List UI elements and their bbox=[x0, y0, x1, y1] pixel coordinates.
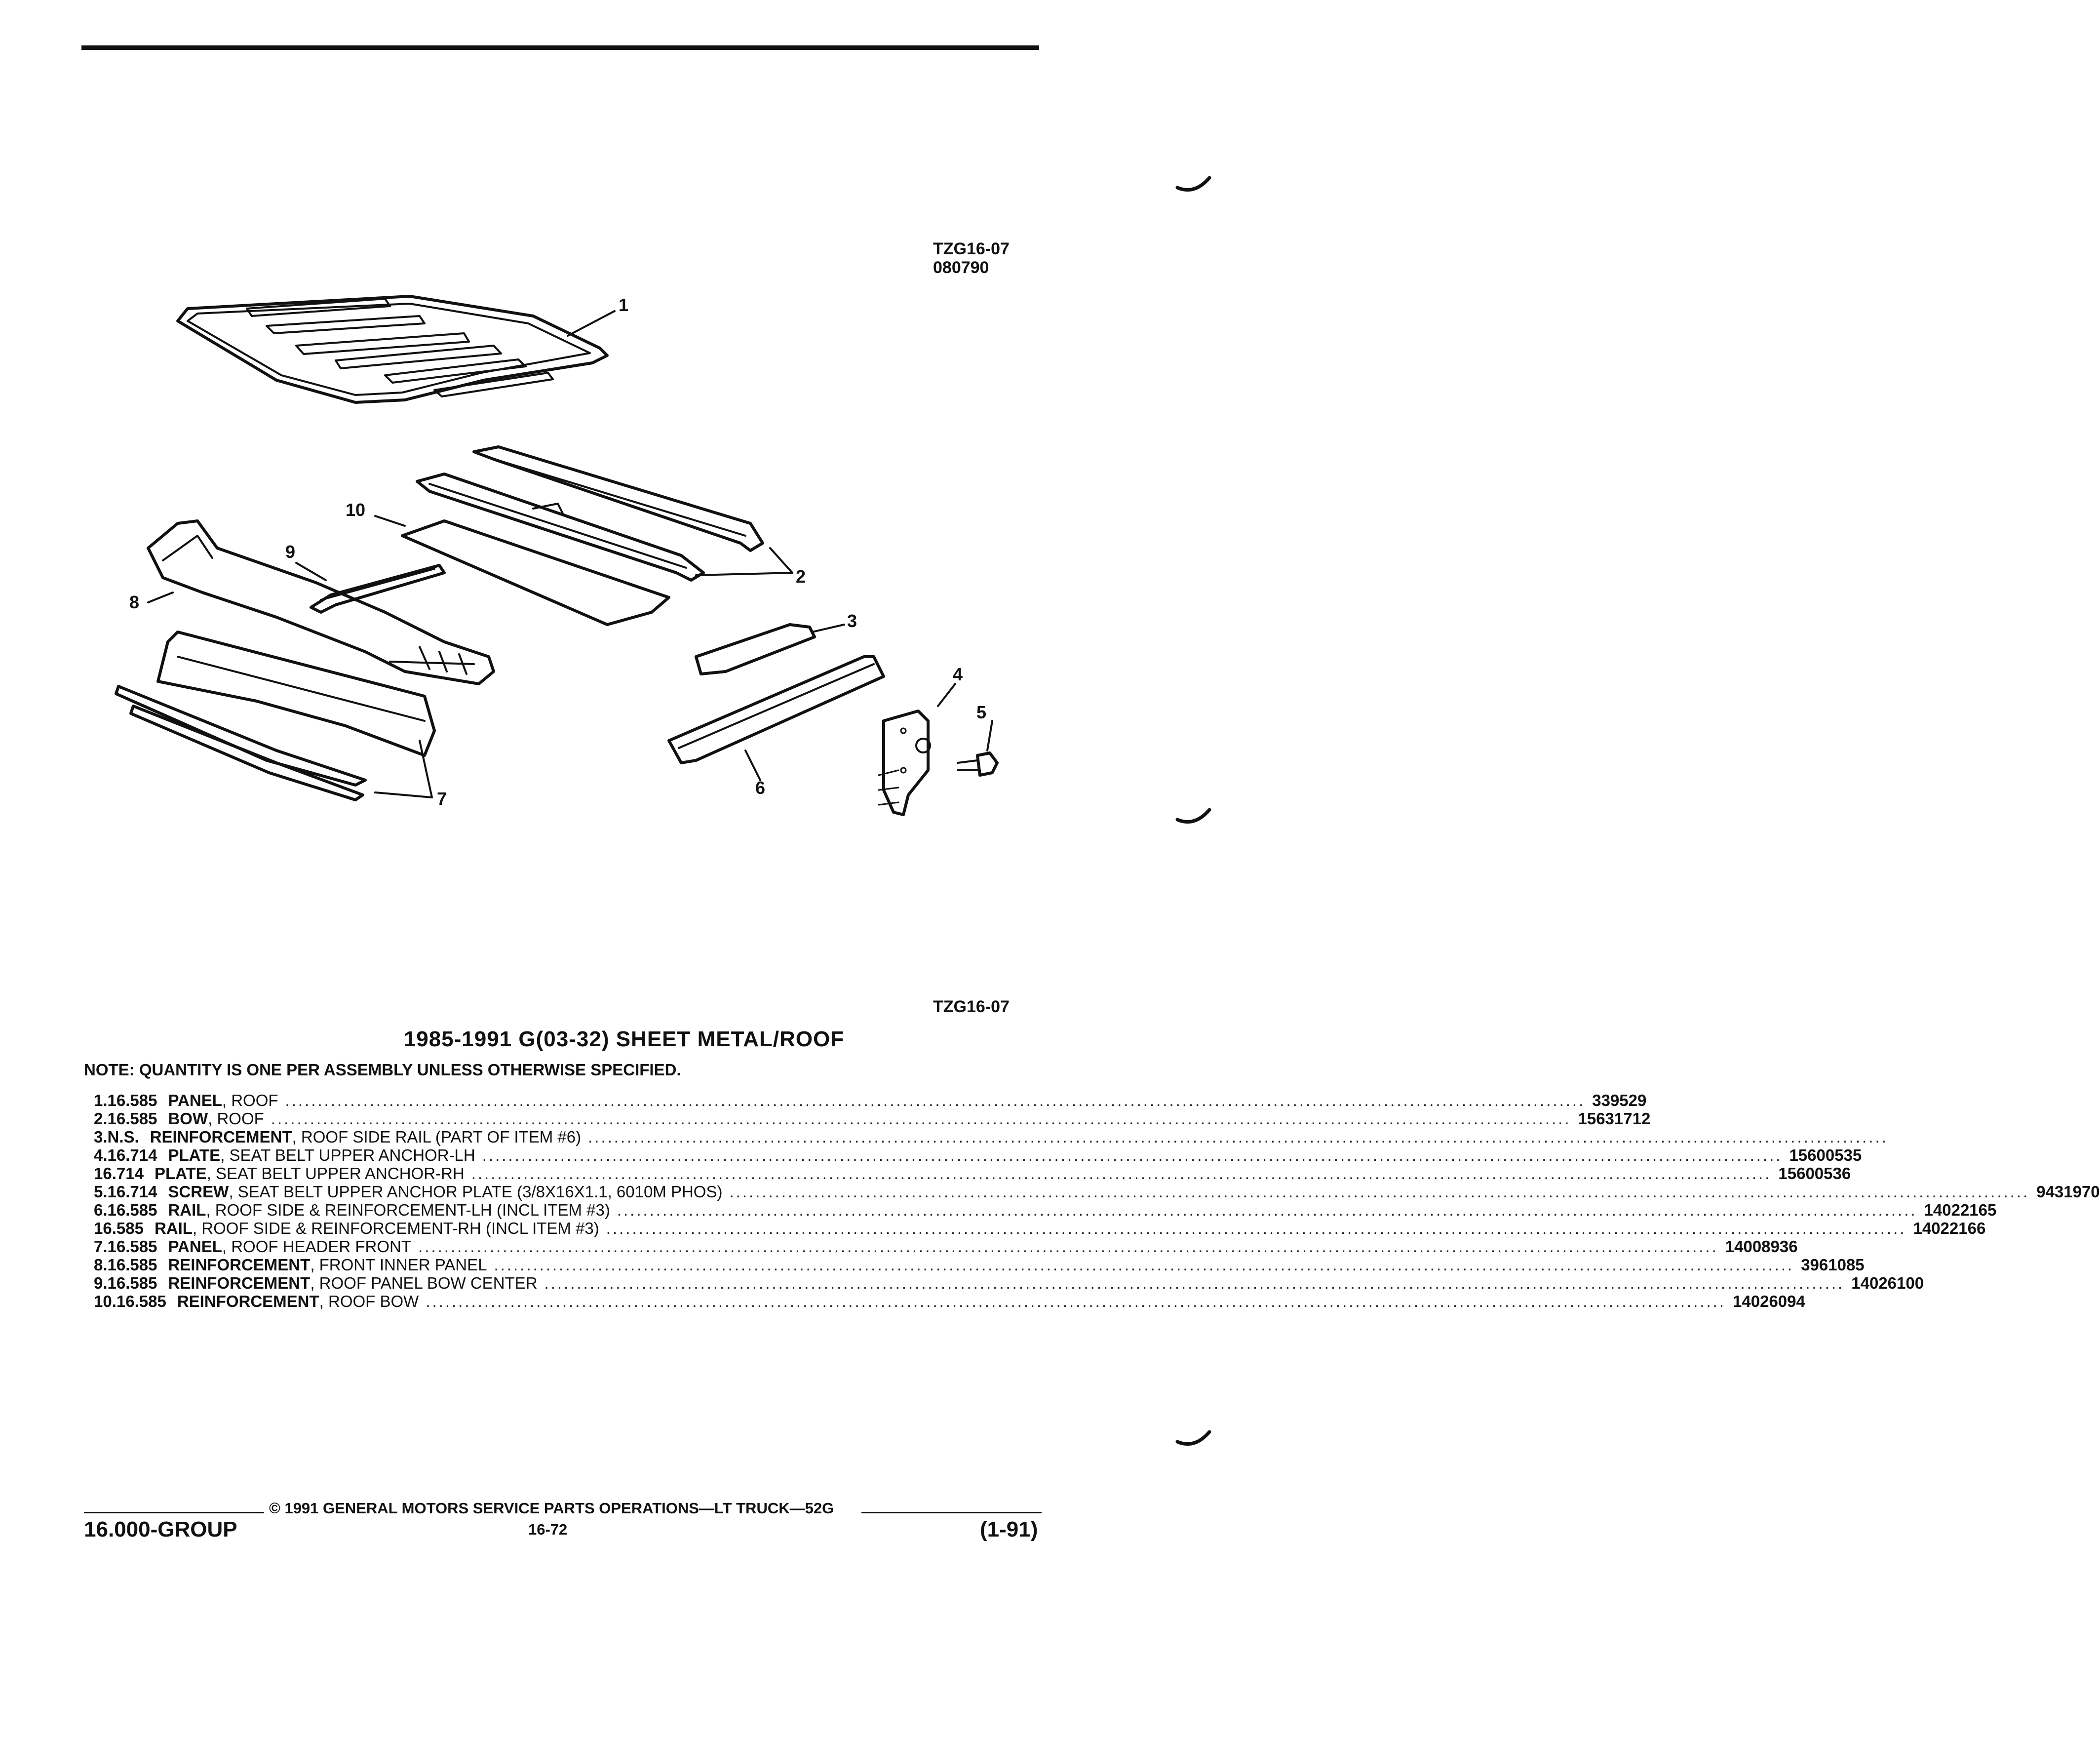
leader-dots: ........................................................................................................................................................................................................ bbox=[606, 1219, 1906, 1237]
leader-dots: ........................................................................................................................................................................................................ bbox=[729, 1183, 2030, 1201]
item-number: 2. bbox=[94, 1109, 108, 1128]
part-number: 14008936 bbox=[1725, 1237, 1798, 1256]
margin-mark bbox=[1175, 1422, 1214, 1452]
part-name: SCREW bbox=[168, 1183, 229, 1201]
roof-panel-part bbox=[178, 296, 607, 402]
part-number: 339529 bbox=[1592, 1091, 1647, 1109]
part-detail: , SEAT BELT UPPER ANCHOR-LH bbox=[220, 1146, 475, 1164]
catalog-group: 16.585 bbox=[107, 1091, 157, 1109]
leader-dots: ........................................................................................................................................................................................................ bbox=[617, 1201, 1917, 1219]
parts-row bbox=[94, 1091, 1647, 1109]
leader-dots: ........................................................................................................................................................................................................ bbox=[471, 1164, 1772, 1183]
part-name: PANEL bbox=[168, 1237, 222, 1256]
item-number: 1. bbox=[94, 1091, 108, 1109]
part-detail: , ROOF SIDE RAIL (PART OF ITEM #6) bbox=[292, 1128, 582, 1146]
catalog-group: 16.585 bbox=[107, 1274, 157, 1292]
callout-7: 7 bbox=[437, 789, 447, 809]
parts-row bbox=[94, 1219, 1986, 1237]
revision-date: (1-91) bbox=[980, 1517, 1038, 1541]
part-detail: , ROOF SIDE & REINFORCEMENT-LH (INCL ITEM #3) bbox=[206, 1201, 610, 1219]
catalog-group: 16.714 bbox=[107, 1146, 157, 1164]
catalog-group: 16.714 bbox=[107, 1183, 157, 1201]
catalog-group: 16.585 bbox=[116, 1292, 166, 1310]
catalog-group: 16.585 bbox=[107, 1256, 157, 1274]
parts-row bbox=[94, 1201, 1997, 1219]
leader-dots: ........................................................................................................................................................................................................ bbox=[544, 1274, 1845, 1292]
parts-row bbox=[94, 1128, 1888, 1146]
part-description bbox=[168, 1109, 264, 1128]
item-number: 9. bbox=[94, 1274, 108, 1292]
part-number: 9431970 bbox=[2036, 1183, 2100, 1201]
part-description bbox=[168, 1183, 722, 1201]
part-detail: , FRONT INNER PANEL bbox=[310, 1256, 487, 1274]
part-detail: , ROOF bbox=[222, 1091, 278, 1109]
catalog-group: 16.585 bbox=[107, 1201, 157, 1219]
part-description bbox=[150, 1128, 581, 1146]
part-detail: , ROOF SIDE & REINFORCEMENT-RH (INCL ITEM #3) bbox=[192, 1219, 599, 1237]
exploded-diagram bbox=[0, 0, 1248, 963]
roof-bow-part bbox=[417, 447, 763, 580]
item-number: 5. bbox=[94, 1183, 108, 1201]
figure-code: TZG16-07 bbox=[933, 239, 1010, 258]
anchor-plate-part bbox=[879, 711, 930, 815]
parts-row bbox=[94, 1109, 1651, 1128]
callout-6: 6 bbox=[755, 778, 766, 798]
screw-part bbox=[958, 753, 997, 775]
part-name: BOW bbox=[168, 1109, 208, 1128]
part-number: 15600535 bbox=[1789, 1146, 1862, 1164]
callout-2: 2 bbox=[796, 566, 806, 587]
callout-10: 10 bbox=[346, 500, 366, 520]
catalog-group: N.S. bbox=[107, 1128, 139, 1146]
page-title: 1985-1991 G(03-32) SHEET METAL/ROOF bbox=[403, 1027, 845, 1051]
part-description bbox=[177, 1292, 419, 1311]
part-detail: , SEAT BELT UPPER ANCHOR PLATE (3/8X16X1.1, 6010M PHOS) bbox=[229, 1183, 723, 1201]
catalog-group: 16.585 bbox=[94, 1219, 144, 1237]
part-number: 14026094 bbox=[1733, 1292, 1805, 1310]
figure-date: 080790 bbox=[933, 258, 989, 277]
part-number: 15631712 bbox=[1578, 1109, 1651, 1128]
parts-row bbox=[94, 1237, 1798, 1256]
part-name: REINFORCEMENT bbox=[150, 1128, 292, 1146]
margin-mark bbox=[1175, 800, 1214, 830]
parts-list bbox=[94, 1091, 2100, 1310]
page-number: 16-72 bbox=[528, 1521, 568, 1538]
leader-dots: ........................................................................................................................................................................................................ bbox=[588, 1128, 1888, 1146]
parts-row bbox=[94, 1292, 1805, 1310]
group-label: 16.000-GROUP bbox=[84, 1517, 237, 1541]
parts-row bbox=[94, 1164, 1851, 1183]
parts-row bbox=[94, 1256, 1865, 1274]
part-number: 3961085 bbox=[1801, 1256, 1865, 1274]
leader-dots: ........................................................................................................................................................................................................ bbox=[271, 1109, 1571, 1128]
leader-dots: ........................................................................................................................................................................................................ bbox=[494, 1256, 1794, 1274]
roof-side-rail-reinforcement-part bbox=[696, 625, 815, 674]
part-detail: , ROOF PANEL BOW CENTER bbox=[310, 1274, 538, 1292]
item-number: 8. bbox=[94, 1256, 108, 1274]
part-name: PLATE bbox=[168, 1146, 221, 1164]
part-description bbox=[168, 1146, 475, 1165]
leader-dots: ........................................................................................................................................................................................................ bbox=[482, 1146, 1783, 1164]
callout-1: 1 bbox=[619, 295, 629, 315]
part-number: 15600536 bbox=[1778, 1164, 1851, 1183]
footer-rule-right bbox=[861, 1512, 1042, 1513]
leader-dots: ........................................................................................................................................................................................................ bbox=[426, 1292, 1726, 1310]
footer-rule-left bbox=[84, 1512, 264, 1513]
part-description bbox=[168, 1274, 537, 1293]
part-description bbox=[155, 1219, 599, 1238]
leader-dots: ........................................................................................................................................................................................................ bbox=[285, 1091, 1586, 1109]
margin-mark bbox=[1175, 168, 1214, 198]
item-number: 10. bbox=[94, 1292, 117, 1310]
part-number: 14026100 bbox=[1851, 1274, 1924, 1292]
callout-5: 5 bbox=[976, 702, 987, 722]
catalog-group: 16.585 bbox=[107, 1237, 157, 1256]
part-description bbox=[168, 1201, 610, 1220]
part-description bbox=[168, 1237, 411, 1256]
callout-8: 8 bbox=[129, 592, 140, 612]
part-name: REINFORCEMENT bbox=[177, 1292, 319, 1310]
leader-dots: ........................................................................................................................................................................................................ bbox=[418, 1237, 1718, 1256]
parts-row bbox=[94, 1183, 2100, 1201]
part-name: REINFORCEMENT bbox=[168, 1274, 311, 1292]
parts-row bbox=[94, 1146, 1862, 1164]
part-name: PANEL bbox=[168, 1091, 222, 1109]
part-description bbox=[168, 1256, 487, 1274]
part-description bbox=[155, 1164, 465, 1183]
item-number: 4. bbox=[94, 1146, 108, 1164]
caption-code: TZG16-07 bbox=[933, 997, 1010, 1016]
part-number: 14022165 bbox=[1924, 1201, 1997, 1219]
parts-row bbox=[94, 1274, 1924, 1292]
quantity-note: NOTE: QUANTITY IS ONE PER ASSEMBLY UNLESS OTHERWISE SPECIFIED. bbox=[84, 1061, 681, 1079]
part-name: PLATE bbox=[154, 1164, 207, 1183]
part-number: 14022166 bbox=[1913, 1219, 1986, 1237]
part-name: REINFORCEMENT bbox=[168, 1256, 311, 1274]
part-description bbox=[168, 1091, 278, 1110]
part-detail: , ROOF bbox=[208, 1109, 264, 1128]
callout-9: 9 bbox=[285, 542, 296, 562]
part-name: RAIL bbox=[154, 1219, 193, 1237]
catalog-group: 16.585 bbox=[107, 1109, 157, 1128]
part-detail: , SEAT BELT UPPER ANCHOR-RH bbox=[206, 1164, 465, 1183]
item-number: 3. bbox=[94, 1128, 108, 1146]
part-detail: , ROOF HEADER FRONT bbox=[222, 1237, 412, 1256]
callout-3: 3 bbox=[847, 611, 857, 631]
item-number: 6. bbox=[94, 1201, 108, 1219]
footer-copyright: © 1991 GENERAL MOTORS SERVICE PARTS OPERATIONS—LT TRUCK—52G bbox=[269, 1500, 834, 1517]
callout-4: 4 bbox=[953, 664, 963, 684]
catalog-group: 16.714 bbox=[94, 1164, 144, 1183]
item-number: 7. bbox=[94, 1237, 108, 1256]
part-detail: , ROOF BOW bbox=[319, 1292, 419, 1310]
roof-header-front-part bbox=[116, 632, 434, 800]
part-name: RAIL bbox=[168, 1201, 206, 1219]
